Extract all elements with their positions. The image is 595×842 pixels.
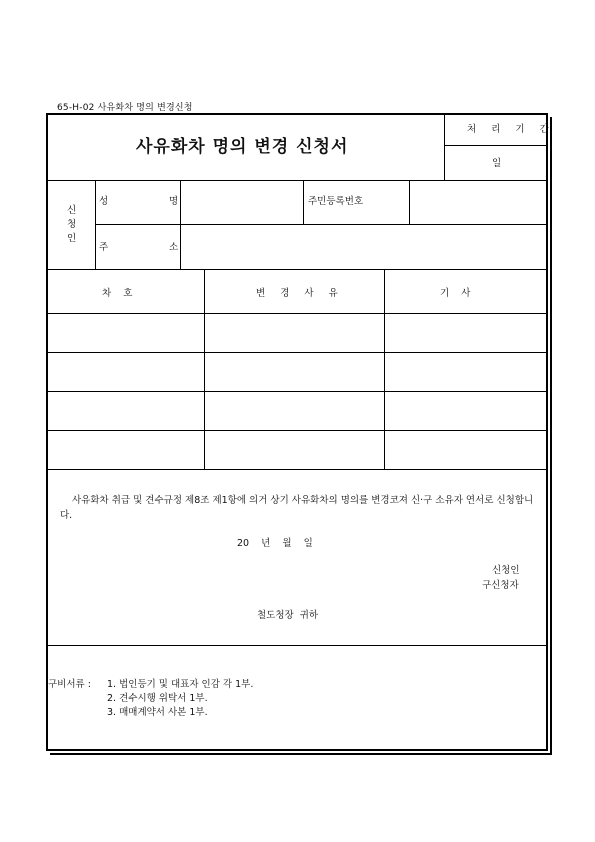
name-label-right: 명 xyxy=(169,196,179,207)
applicant-label-1: 신 xyxy=(67,205,77,216)
table-bottom-line xyxy=(47,469,547,470)
applicant-label-2: 청 xyxy=(67,219,77,230)
attachments-top-line xyxy=(47,645,547,646)
attachment-item-3: 3. 매매계약서 사본 1부. xyxy=(107,707,208,718)
column-header-change-reason: 변 경 사 유 xyxy=(256,288,344,299)
column-header-remarks: 기 사 xyxy=(440,288,471,299)
date-line: 20 년 월 일 xyxy=(237,538,313,549)
rrn-field[interactable] xyxy=(410,181,546,223)
table-header-line xyxy=(47,313,547,314)
name-field[interactable] xyxy=(181,181,302,223)
address-label-left: 주 xyxy=(99,242,109,253)
title-divider xyxy=(444,114,445,180)
form-title: 사유화차 명의 변경 신청서 xyxy=(136,137,349,157)
table-divider-1 xyxy=(204,269,205,469)
rrn-left-divider xyxy=(303,180,304,224)
statement-text: 사유화차 취급 및 견수규정 제8조 제1항에 의거 상기 사유화차의 명의를 변경코져 신·구 소유자 연서로 신청합니다. xyxy=(60,495,534,521)
rrn-label: 주민등록번호 xyxy=(308,196,364,207)
column-header-car-number: 차 호 xyxy=(102,288,133,299)
applicant-signature-label: 신청인 xyxy=(492,565,520,576)
table-row-line-2 xyxy=(47,391,547,392)
form-code: 65-H-02 사유화차 명의 변경신청 xyxy=(57,103,193,113)
processing-period-value: 일 xyxy=(492,158,502,169)
processing-period-label: 처 리 기 간 xyxy=(467,124,555,135)
attachment-item-2: 2. 견수시행 위탁서 1부. xyxy=(107,693,208,704)
address-field[interactable] xyxy=(181,225,546,268)
table-row-line-3 xyxy=(47,430,547,431)
applicant-label-3: 인 xyxy=(67,233,77,244)
name-label-left: 성 xyxy=(99,196,109,207)
address-label-right: 소 xyxy=(169,242,179,253)
processing-divider xyxy=(444,145,547,146)
attachment-item-1: 1. 법인등기 및 대표자 인감 각 1부. xyxy=(107,679,254,690)
table-row-line-1 xyxy=(47,352,547,353)
table-divider-2 xyxy=(384,269,385,469)
attachments-label: 구비서류 : xyxy=(48,679,91,690)
former-applicant-signature-label: 구신청자 xyxy=(482,580,519,591)
applicant-bottom-line xyxy=(47,269,547,270)
addressee: 철도청장 귀하 xyxy=(257,610,319,621)
